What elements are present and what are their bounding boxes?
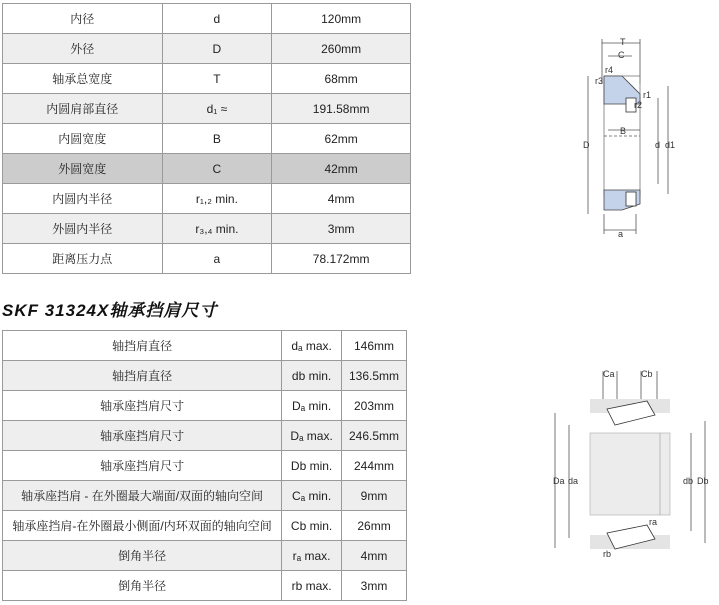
label-T: T xyxy=(620,37,626,47)
param-symbol: Dₐ min. xyxy=(282,391,342,421)
label-ra: ra xyxy=(649,517,658,527)
label-a: a xyxy=(618,229,624,239)
label-Ca: Ca xyxy=(603,369,615,379)
param-value: 4mm xyxy=(342,541,407,571)
param-value: 203mm xyxy=(342,391,407,421)
param-value: 4mm xyxy=(272,184,411,214)
label-B: B xyxy=(620,126,627,136)
param-symbol: db min. xyxy=(282,361,342,391)
param-value: 136.5mm xyxy=(342,361,407,391)
param-value: 78.172mm xyxy=(272,244,411,274)
param-name: 轴承座挡肩 - 在外圈最大端面/双面的轴向空间 xyxy=(3,481,282,511)
table-row xyxy=(3,571,407,601)
param-symbol: Cₐ min. xyxy=(282,481,342,511)
param-symbol: dₐ max. xyxy=(282,331,342,361)
param-value: 68mm xyxy=(272,64,411,94)
bearing-dimension-diagram xyxy=(560,34,685,244)
bearing-dimensions-table xyxy=(2,3,411,274)
abutment-dimensions-table xyxy=(2,330,407,601)
param-name: 外圆内半径 xyxy=(3,214,163,244)
param-name: 内圆肩部直径 xyxy=(3,94,163,124)
label-Cb: Cb xyxy=(641,369,653,379)
label-da: da xyxy=(568,476,579,486)
label-d: d xyxy=(655,140,661,150)
param-symbol: Db min. xyxy=(282,451,342,481)
param-symbol: r₁,₂ min. xyxy=(162,184,272,214)
param-symbol: Cb min. xyxy=(282,511,342,541)
param-symbol: d₁ ≈ xyxy=(162,94,272,124)
param-value: 42mm xyxy=(272,154,411,184)
table-row xyxy=(3,184,411,214)
param-symbol: rₐ max. xyxy=(282,541,342,571)
label-C: C xyxy=(618,50,625,60)
param-name: 轴挡肩直径 xyxy=(3,331,282,361)
param-value: 260mm xyxy=(272,34,411,64)
param-name: 轴承座挡肩-在外圈最小侧面/内环双面的轴向空间 xyxy=(3,511,282,541)
table-row xyxy=(3,481,407,511)
table-row xyxy=(3,421,407,451)
label-d1: d1 xyxy=(665,140,676,150)
param-symbol: rb max. xyxy=(282,571,342,601)
label-Da: Da xyxy=(553,476,565,486)
roller-bottom xyxy=(626,192,636,206)
table-row xyxy=(3,361,407,391)
section-title: SKF 31324X轴承挡肩尺寸 xyxy=(2,301,218,320)
param-symbol: B xyxy=(162,124,272,154)
param-name: 倒角半径 xyxy=(3,571,282,601)
param-name: 外径 xyxy=(3,34,163,64)
param-name: 内圆宽度 xyxy=(3,124,163,154)
table-row xyxy=(3,331,407,361)
param-value: 246.5mm xyxy=(342,421,407,451)
param-value: 3mm xyxy=(272,214,411,244)
param-name: 内圆内半径 xyxy=(3,184,163,214)
param-value: 62mm xyxy=(272,124,411,154)
table-row xyxy=(3,214,411,244)
param-name: 外圆宽度 xyxy=(3,154,163,184)
param-name: 轴承座挡肩尺寸 xyxy=(3,421,282,451)
param-value: 146mm xyxy=(342,331,407,361)
label-r1: r1 xyxy=(643,90,652,100)
param-symbol: T xyxy=(162,64,272,94)
shaft-body xyxy=(590,433,670,515)
param-value: 120mm xyxy=(272,4,411,34)
table-row xyxy=(3,64,411,94)
table-row xyxy=(3,451,407,481)
label-D: D xyxy=(583,140,590,150)
param-value: 3mm xyxy=(342,571,407,601)
table-row xyxy=(3,244,411,274)
param-symbol: r₃,₄ min. xyxy=(162,214,272,244)
param-name: 距离压力点 xyxy=(3,244,163,274)
param-value: 26mm xyxy=(342,511,407,541)
table-row xyxy=(3,94,411,124)
table-row xyxy=(3,541,407,571)
label-r4: r4 xyxy=(605,65,614,75)
table-row xyxy=(3,154,411,184)
param-value: 191.58mm xyxy=(272,94,411,124)
param-name: 轴承座挡肩尺寸 xyxy=(3,451,282,481)
param-symbol: C xyxy=(162,154,272,184)
table-row xyxy=(3,391,407,421)
param-name: 轴承座挡肩尺寸 xyxy=(3,391,282,421)
param-name: 倒角半径 xyxy=(3,541,282,571)
label-rb: rb xyxy=(603,549,612,559)
param-value: 244mm xyxy=(342,451,407,481)
table-row xyxy=(3,34,411,64)
param-value: 9mm xyxy=(342,481,407,511)
table-row xyxy=(3,124,411,154)
label-r2: r2 xyxy=(634,100,643,110)
label-Db: Db xyxy=(697,476,709,486)
label-r3: r3 xyxy=(595,76,604,86)
param-name: 轴挡肩直径 xyxy=(3,361,282,391)
abutment-dimension-diagram xyxy=(545,363,715,563)
param-symbol: D xyxy=(162,34,272,64)
table-row xyxy=(3,511,407,541)
param-symbol: Dₐ max. xyxy=(282,421,342,451)
param-name: 轴承总宽度 xyxy=(3,64,163,94)
param-name: 内径 xyxy=(3,4,163,34)
param-symbol: d xyxy=(162,4,272,34)
table-row xyxy=(3,4,411,34)
param-symbol: a xyxy=(162,244,272,274)
label-db: db xyxy=(683,476,694,486)
